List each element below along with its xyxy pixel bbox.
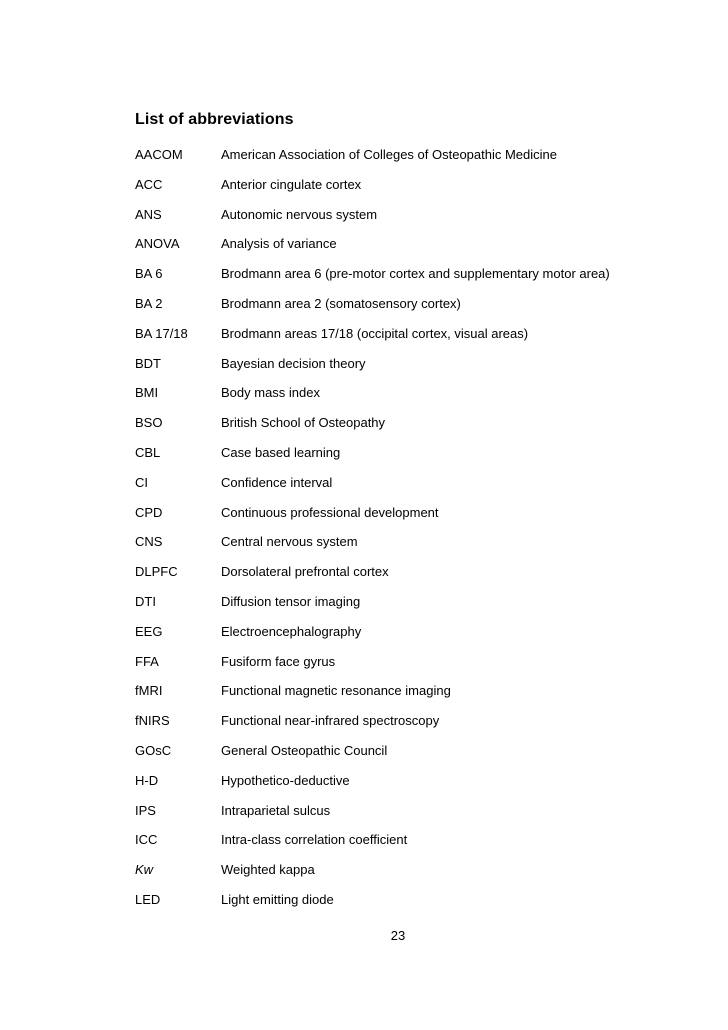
abbreviation-definition: British School of Osteopathy [221, 415, 386, 431]
abbreviation-term: CPD [135, 504, 163, 520]
abbreviation-row [135, 207, 655, 237]
abbreviation-definition: Weighted kappa [221, 862, 315, 878]
abbreviation-row [135, 564, 655, 594]
abbreviation-term: fMRI [135, 683, 163, 699]
abbreviation-row [135, 236, 655, 266]
abbreviation-row [135, 683, 655, 713]
abbreviation-row [135, 743, 655, 773]
abbreviation-term: BSO [135, 415, 163, 431]
abbreviation-row [135, 624, 655, 654]
abbreviation-definition: Brodmann areas 17/18 (occipital cortex, visual areas) [221, 325, 529, 341]
abbreviation-list [135, 147, 655, 922]
abbreviation-term: Kw [135, 862, 154, 878]
abbreviation-term: EEG [135, 623, 163, 639]
abbreviation-term: fNIRS [135, 713, 170, 729]
abbreviation-term: ACC [135, 176, 163, 192]
abbreviation-definition: Electroencephalography [221, 623, 362, 639]
abbreviation-definition: Functional magnetic resonance imaging [221, 683, 451, 699]
abbreviation-row [135, 773, 655, 803]
abbreviation-row [135, 385, 655, 415]
abbreviation-definition: Fusiform face gyrus [221, 653, 336, 669]
abbreviation-row [135, 475, 655, 505]
abbreviation-row [135, 356, 655, 386]
abbreviation-row [135, 147, 655, 177]
abbreviation-term: ICC [135, 832, 158, 848]
abbreviation-row [135, 534, 655, 564]
abbreviation-definition: Analysis of variance [221, 236, 337, 252]
abbreviation-row [135, 713, 655, 743]
abbreviation-term: GOsC [135, 742, 172, 758]
abbreviation-term: H-D [135, 772, 159, 788]
abbreviation-term: ANOVA [135, 236, 180, 252]
abbreviation-term: CNS [135, 534, 163, 550]
abbreviation-definition: Light emitting diode [221, 891, 334, 907]
abbreviation-term: DTI [135, 593, 156, 609]
abbreviation-row [135, 505, 655, 535]
abbreviation-definition: Intraparietal sulcus [221, 802, 331, 818]
abbreviation-definition: Central nervous system [221, 534, 358, 550]
abbreviation-definition: General Osteopathic Council [221, 742, 388, 758]
abbreviation-row [135, 177, 655, 207]
abbreviation-definition: Brodmann area 2 (somatosensory cortex) [221, 295, 461, 311]
abbreviation-row [135, 266, 655, 296]
abbreviation-term: IPS [135, 802, 156, 818]
abbreviation-row [135, 892, 655, 922]
abbreviation-definition: American Association of Colleges of Osteopathic Medicine [221, 147, 558, 162]
abbreviation-definition: Brodmann area 6 (pre-motor cortex and supplementary motor area) [221, 266, 610, 282]
abbreviation-row [135, 594, 655, 624]
abbreviation-term: BA 6 [135, 266, 163, 282]
abbreviation-row [135, 832, 655, 862]
abbreviation-row [135, 415, 655, 445]
abbreviation-definition: Body mass index [221, 385, 320, 401]
abbreviation-definition: Case based learning [221, 444, 341, 460]
abbreviation-term: LED [135, 891, 161, 907]
abbreviation-row [135, 326, 655, 356]
abbreviation-definition: Continuous professional development [221, 504, 439, 520]
abbreviation-definition: Confidence interval [221, 474, 333, 490]
page-number: 23 [390, 928, 406, 943]
abbreviation-definition: Autonomic nervous system [221, 206, 378, 222]
abbreviation-definition: Anterior cingulate cortex [221, 176, 362, 192]
page-heading: List of abbreviations [135, 111, 294, 128]
abbreviation-row [135, 445, 655, 475]
abbreviation-definition: Functional near-infrared spectroscopy [221, 713, 440, 729]
abbreviation-term: BMI [135, 385, 159, 401]
abbreviation-row [135, 296, 655, 326]
abbreviation-row [135, 654, 655, 684]
abbreviation-term: FFA [135, 653, 159, 669]
abbreviation-definition: Intra-class correlation coefficient [221, 832, 408, 848]
abbreviation-term: BA 17/18 [135, 325, 188, 341]
abbreviation-term: AACOM [135, 147, 183, 162]
abbreviation-row [135, 862, 655, 892]
abbreviation-definition: Hypothetico-deductive [221, 772, 350, 788]
abbreviation-definition: Diffusion tensor imaging [221, 593, 361, 609]
abbreviation-term: ANS [135, 206, 162, 222]
abbreviation-term: CI [135, 474, 148, 490]
abbreviation-term: BDT [135, 355, 161, 371]
abbreviation-row [135, 803, 655, 833]
abbreviation-definition: Bayesian decision theory [221, 355, 366, 371]
abbreviation-term: DLPFC [135, 564, 178, 580]
abbreviation-definition: Dorsolateral prefrontal cortex [221, 564, 389, 580]
abbreviation-term: CBL [135, 444, 161, 460]
abbreviation-term: BA 2 [135, 295, 163, 311]
